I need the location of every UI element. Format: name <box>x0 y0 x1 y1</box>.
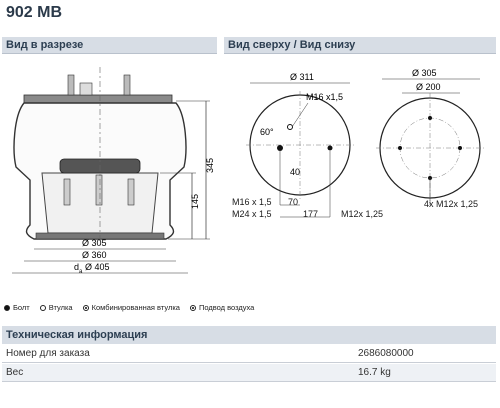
top-stud-right <box>124 75 130 95</box>
bottom-d200: Ø 200 <box>416 82 441 92</box>
top-dim177: 177 <box>303 209 319 219</box>
order-number-value: 2686080000 <box>358 348 414 359</box>
bolt-left <box>64 179 70 205</box>
bottom-d305: Ø 305 <box>412 68 437 78</box>
top-dim70: 70 <box>288 197 299 207</box>
top-bolt-left <box>277 145 283 151</box>
bolt-right <box>128 179 134 205</box>
tech-info-header: Техническая информация <box>2 326 496 344</box>
air-inlet <box>80 83 92 95</box>
dim-405-prefix: d <box>74 262 80 272</box>
bolt-icon <box>4 305 10 311</box>
legend <box>4 303 254 312</box>
legend-sleeve: Втулка <box>40 303 73 312</box>
dim-345: 345 <box>205 157 215 173</box>
tech-info-row <box>2 345 496 363</box>
dim-360: Ø 360 <box>82 250 107 260</box>
top-angle: 60° <box>260 127 274 137</box>
product-title: 902 MB <box>6 4 63 21</box>
legend-bolt: Болт <box>4 303 30 312</box>
bolt-center <box>96 175 102 205</box>
bottom-m12-label: 4x M12x 1,25 <box>424 199 479 209</box>
top-m12-label: M12x 1,25 <box>341 209 384 219</box>
dim-405-sub: a <box>79 269 83 275</box>
dim-305: Ø 305 <box>82 238 107 248</box>
top-plate <box>24 95 172 103</box>
combo-sleeve-icon <box>83 305 89 311</box>
dim-405: Ø 405 <box>85 262 110 272</box>
tech-info-row <box>2 364 496 382</box>
legend-air: Подвод воздуха <box>190 303 254 312</box>
top-dim40: 40 <box>290 167 301 177</box>
bottom-hole-right <box>458 146 462 150</box>
section-view-drawing <box>2 55 220 295</box>
bottom-hole-left <box>398 146 402 150</box>
dim-145: 145 <box>190 193 200 209</box>
section-view-header: Вид в разрезе <box>2 37 217 54</box>
sleeve-icon <box>40 305 46 311</box>
top-m24-label: M24 x 1,5 <box>232 209 272 219</box>
weight-value: 16.7 kg <box>358 367 391 378</box>
top-m16-top: M16 x1,5 <box>306 92 344 102</box>
legend-combo: Комбинированная втулка <box>83 303 180 312</box>
weight-label: Вес <box>6 367 24 378</box>
top-bolt-right <box>328 146 333 151</box>
top-stud-left <box>68 75 74 95</box>
air-inlet-icon <box>190 305 196 311</box>
top-m16-label: M16 x 1,5 <box>232 197 272 207</box>
order-number-label: Номер для заказа <box>6 348 90 359</box>
top-bottom-view-header: Вид сверху / Вид снизу <box>224 37 496 54</box>
top-d311: Ø 311 <box>290 72 314 82</box>
bottom-hole-top <box>428 116 432 120</box>
top-air-inlet <box>288 125 293 130</box>
